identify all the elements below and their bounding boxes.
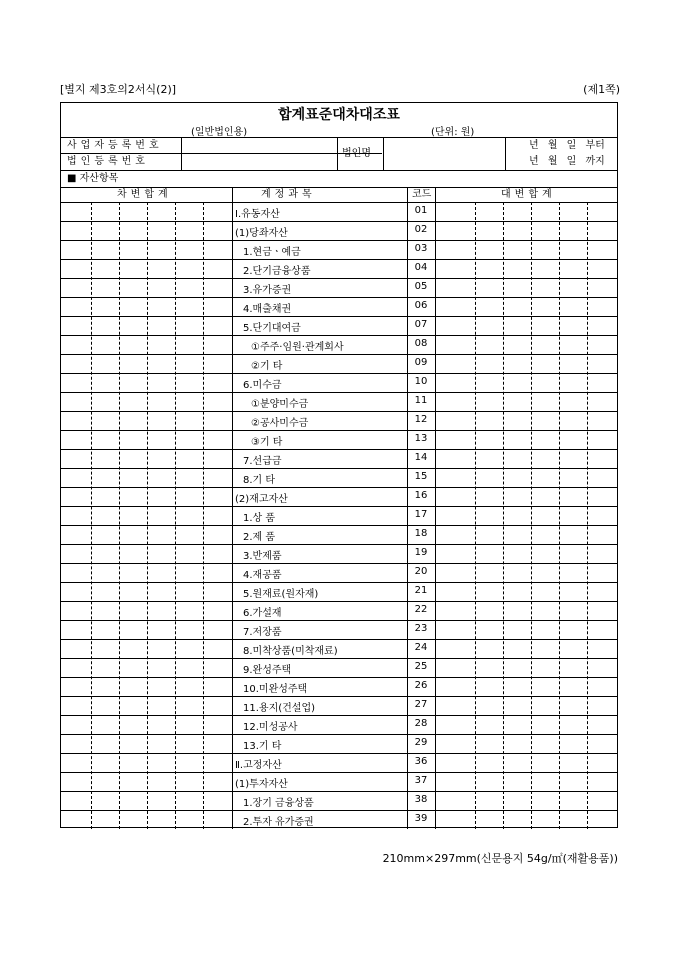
period-from: 년 월 일 부터 <box>529 140 605 151</box>
row-divider <box>61 221 617 222</box>
debit-total-header: 차변합계 <box>117 189 172 200</box>
account-code: 20 <box>414 566 428 577</box>
account-code: 02 <box>414 224 428 235</box>
form-title: 합계표준대차대조표 <box>278 107 400 123</box>
row-divider <box>61 639 617 640</box>
row-divider <box>61 297 617 298</box>
account-label: (1)투자자산 <box>235 779 288 790</box>
row-divider <box>61 620 617 621</box>
account-code: 26 <box>414 680 428 691</box>
row-divider <box>61 487 617 488</box>
row-divider <box>61 468 617 469</box>
row-divider <box>61 449 617 450</box>
account-label: 1.상 품 <box>243 513 276 524</box>
row-divider <box>61 810 617 811</box>
account-code: 08 <box>414 338 428 349</box>
account-label: Ⅱ.고정자산 <box>235 760 282 771</box>
account-label: (2)재고자산 <box>235 494 288 505</box>
account-code: 38 <box>414 794 428 805</box>
account-code: 05 <box>414 281 428 292</box>
account-label: 2.단기금융상품 <box>243 266 311 277</box>
account-code: 15 <box>414 471 428 482</box>
row-divider <box>61 658 617 659</box>
form-number-label: [별지 제3호의2서식(2)] <box>60 83 177 96</box>
credit-total-header: 대변합계 <box>501 189 556 200</box>
divider <box>61 202 617 203</box>
row-divider <box>61 316 617 317</box>
account-code: 14 <box>414 452 428 463</box>
account-label: 2.제 품 <box>243 532 276 543</box>
account-label: 9.완성주택 <box>243 665 292 676</box>
period-to: 년 월 일 까지 <box>529 156 605 167</box>
column-divider <box>232 187 233 829</box>
account-label: Ⅰ.유동자산 <box>235 209 280 220</box>
account-label: 8.미착상품(미착재료) <box>243 646 338 657</box>
account-label: 10.미완성주택 <box>243 684 308 695</box>
account-code: 11 <box>414 395 428 406</box>
account-header: 계정과목 <box>261 189 316 200</box>
row-divider <box>61 791 617 792</box>
account-code: 19 <box>414 547 428 558</box>
account-code: 06 <box>414 300 428 311</box>
account-label: 6.미수금 <box>243 380 282 391</box>
account-code: 10 <box>414 376 428 387</box>
row-divider <box>61 696 617 697</box>
account-code: 29 <box>414 737 428 748</box>
divider <box>61 187 617 188</box>
account-label: ①주주·임원·관계회사 <box>251 342 344 353</box>
account-label: 2.투자 유가증권 <box>243 817 314 828</box>
account-label: ③기 타 <box>251 437 283 448</box>
account-code: 04 <box>414 262 428 273</box>
account-code: 09 <box>414 357 428 368</box>
account-label: 3.반제품 <box>243 551 282 562</box>
account-label: 6.가설재 <box>243 608 282 619</box>
row-divider <box>61 772 617 773</box>
section-label: ■ 자산항목 <box>67 173 119 184</box>
account-label: 7.저장품 <box>243 627 282 638</box>
account-label: 12.미성공사 <box>243 722 298 733</box>
divider <box>61 137 617 138</box>
account-label: 3.유가증권 <box>243 285 292 296</box>
row-divider <box>61 354 617 355</box>
account-label: 5.단기대여금 <box>243 323 301 334</box>
form-subtitle: (일반법인용) <box>191 127 248 138</box>
column-divider <box>435 187 436 829</box>
account-code: 23 <box>414 623 428 634</box>
account-label: 13.기 타 <box>243 741 282 752</box>
row-divider <box>61 411 617 412</box>
paper-spec: 210mm×297mm(신문용지 54g/㎡(재활용품)) <box>382 852 618 865</box>
code-header: 코드 <box>412 189 432 200</box>
row-divider <box>61 278 617 279</box>
account-code: 18 <box>414 528 428 539</box>
account-label: 4.재공품 <box>243 570 282 581</box>
account-label: 7.선급금 <box>243 456 282 467</box>
biz-reg-no-label: 사업자등록번호 <box>67 140 163 151</box>
row-divider <box>61 506 617 507</box>
row-divider <box>61 373 617 374</box>
account-label: ②기 타 <box>251 361 283 372</box>
account-code: 36 <box>414 756 428 767</box>
account-label: 11.용지(건설업) <box>243 703 316 714</box>
account-code: 13 <box>414 433 428 444</box>
row-divider <box>61 677 617 678</box>
page-number: (제1쪽) <box>583 83 620 96</box>
row-divider <box>61 563 617 564</box>
account-code: 17 <box>414 509 428 520</box>
row-divider <box>61 582 617 583</box>
account-label: 4.매출채권 <box>243 304 292 315</box>
account-code: 07 <box>414 319 428 330</box>
row-divider <box>61 734 617 735</box>
row-divider <box>61 525 617 526</box>
account-code: 03 <box>414 243 428 254</box>
divider <box>181 137 182 170</box>
account-label: (1)당좌자산 <box>235 228 288 239</box>
balance-sheet-form <box>60 102 618 828</box>
row-divider <box>61 259 617 260</box>
account-code: 37 <box>414 775 428 786</box>
divider <box>505 137 506 170</box>
account-code: 01 <box>414 205 428 216</box>
row-divider <box>61 335 617 336</box>
account-code: 21 <box>414 585 428 596</box>
account-label: ②공사미수금 <box>251 418 309 429</box>
account-label: 8.기 타 <box>243 475 276 486</box>
account-code: 24 <box>414 642 428 653</box>
row-divider <box>61 392 617 393</box>
account-code: 39 <box>414 813 428 824</box>
account-code: 28 <box>414 718 428 729</box>
account-label: 1.장기 금융상품 <box>243 798 314 809</box>
row-divider <box>61 601 617 602</box>
account-label: ①분양미수금 <box>251 399 309 410</box>
divider <box>337 137 338 170</box>
row-divider <box>61 240 617 241</box>
corp-reg-no-label: 법인등록번호 <box>67 156 149 167</box>
unit-label: (단위: 원) <box>431 127 475 138</box>
account-code: 25 <box>414 661 428 672</box>
account-label: 5.원재료(원자재) <box>243 589 319 600</box>
corp-name-label: 법인명 <box>342 148 371 159</box>
row-divider <box>61 544 617 545</box>
account-code: 16 <box>414 490 428 501</box>
row-divider <box>61 430 617 431</box>
divider <box>383 137 384 170</box>
divider <box>61 153 382 154</box>
account-code: 12 <box>414 414 428 425</box>
account-code: 22 <box>414 604 428 615</box>
account-label: 1.현금ㆍ예금 <box>243 247 301 258</box>
account-code: 27 <box>414 699 428 710</box>
divider <box>61 170 617 171</box>
row-divider <box>61 753 617 754</box>
row-divider <box>61 715 617 716</box>
